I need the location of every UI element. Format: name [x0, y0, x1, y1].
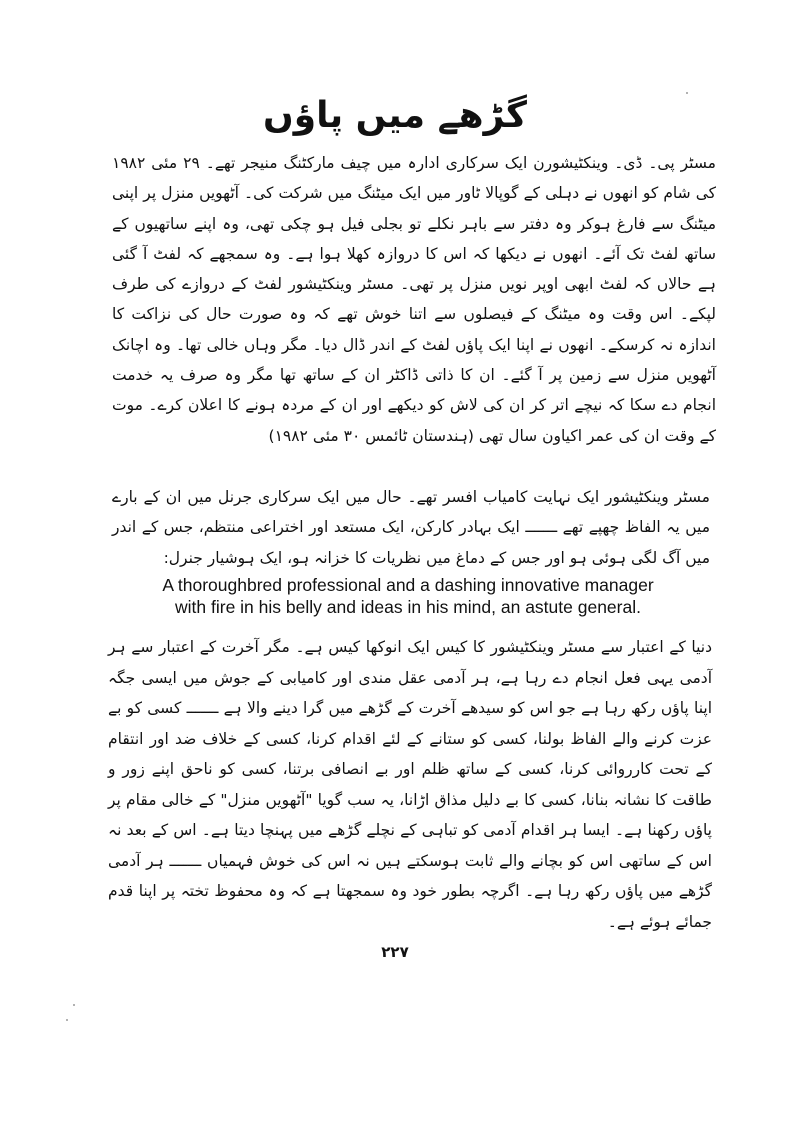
page-title: گڑھے میں پاؤں [263, 95, 527, 136]
quote-line-1: A thoroughbred professional and a dashing innovative manager [162, 575, 654, 595]
scan-speck [66, 1019, 68, 1021]
paragraph-1: مسٹر پی۔ ڈی۔ وینکٹیشورن ایک سرکاری ادارہ میں چیف مارکٹنگ منیجر تھے۔ ۲۹ مئی ۱۹۸۲ کی شام کو انھوں نے دہلی کے گوپالا ٹاور میں ایک میٹنگ میں شرکت کی۔ آٹھویں منزل پر اپنی میٹنگ سے فارغ ہوکر وہ دفتر سے باہر نکلے تو بجلی فیل ہو چکی تھی، وہ اپنے ساتھیوں کے ساتھ لفٹ تک آئے۔ انھوں نے دیکھا کہ اس کا دروازہ کھلا ہوا ہے۔ وہ سمجھے کہ لفٹ آ گئی ہے حالاں کہ لفٹ ابھی اوپر نویں منزل پر تھی۔ مسٹر وینکٹیشور لفٹ کے دروازے کی طرف لپکے۔ اس وقت وہ میٹنگ کے فیصلوں سے اتنا خوش تھے کہ وہ صورت حال کی نزاکت کا اندازہ نہ کرسکے۔ انھوں نے اپنا ایک پاؤں لفٹ کے اندر ڈال دیا۔ مگر وہاں خالی تھا۔ وہ اچانک آٹھویں منزل سے زمین پر آ گئے۔ ان کا ذاتی ڈاکٹر ان کے ساتھ تھا مگر وہ صرف یہ خدمت انجام دے سکا کہ نیچے اتر کر ان کی لاش کو دیکھے اور ان کے مردہ ہونے کا اعلان کرے۔ موت کے وقت ان کی عمر اکیاون سال تھی (ہندستان ٹائمس ۳۰ مئی ۱۹۸۲) [112, 154, 716, 445]
paragraph-3: دنیا کے اعتبار سے مسٹر وینکٹیشور کا کیس ایک انوکھا کیس ہے۔ مگر آخرت کے اعتبار سے ہر آدمی یہی فعل انجام دے رہا ہے، ہر آدمی عقل مندی اور کامیابی کے جوش میں ایسی جگہ اپنا پاؤں رکھ رہا ہے جو اس کو سیدھے آخرت کے گڑھے میں گرا دینے والا ہے ـــــــ کسی کو بے عزت کرنے والے الفاظ بولنا، کسی کو ستانے کے لئے اقدام کرنا، کسی کے خلاف ضد اور انتقام کے تحت کارروائی کرنا، کسی کے ساتھ ظلم اور بے انصافی برتنا، کسی کو ناحق اپنے زور و طاقت کا نشانہ بنانا، کسی کا بے دلیل مذاق اڑانا، یہ سب گویا "آٹھویں منزل" کے خالی مقام پر پاؤں رکھنا ہے۔ ایسا ہر اقدام آدمی کو تباہی کے نچلے گڑھے میں پہنچا دیتا ہے۔ اس کے بعد نہ اس کے ساتھی اس کو بچانے والے ثابت ہوسکتے ہیں نہ اس کی خوش فہمیاں ـــــــ ہر آدمی گڑھے میں پاؤں رکھ رہا ہے۔ اگرچہ بطور خود وہ سمجھتا ہے کہ وہ محفوظ تختہ پر اپنا قدم جمائے ہوئے ہے۔ [108, 638, 712, 931]
scan-speck [686, 92, 688, 94]
page-number: ۲۲۷ [381, 943, 409, 961]
paragraph-2: مسٹر وینکٹیشور ایک نہایت کامیاب افسر تھے۔ حال میں ایک سرکاری جرنل میں ان کے بارے میں یہ الفاظ چھپے تھے ـــــــ ایک بہادر کارکن، ایک مستعد اور اختراعی منتظم، جس کے اندر میں آگ لگی ہوئی ہو اور جس کے دماغ میں نظریات کا خزانہ ہو، ایک ہوشیار جنرل: [112, 488, 710, 567]
quote-line-2: with fire in his belly and ideas in his mind, an astute general. [175, 597, 641, 617]
scan-speck [73, 1004, 75, 1006]
english-quote [108, 574, 708, 618]
